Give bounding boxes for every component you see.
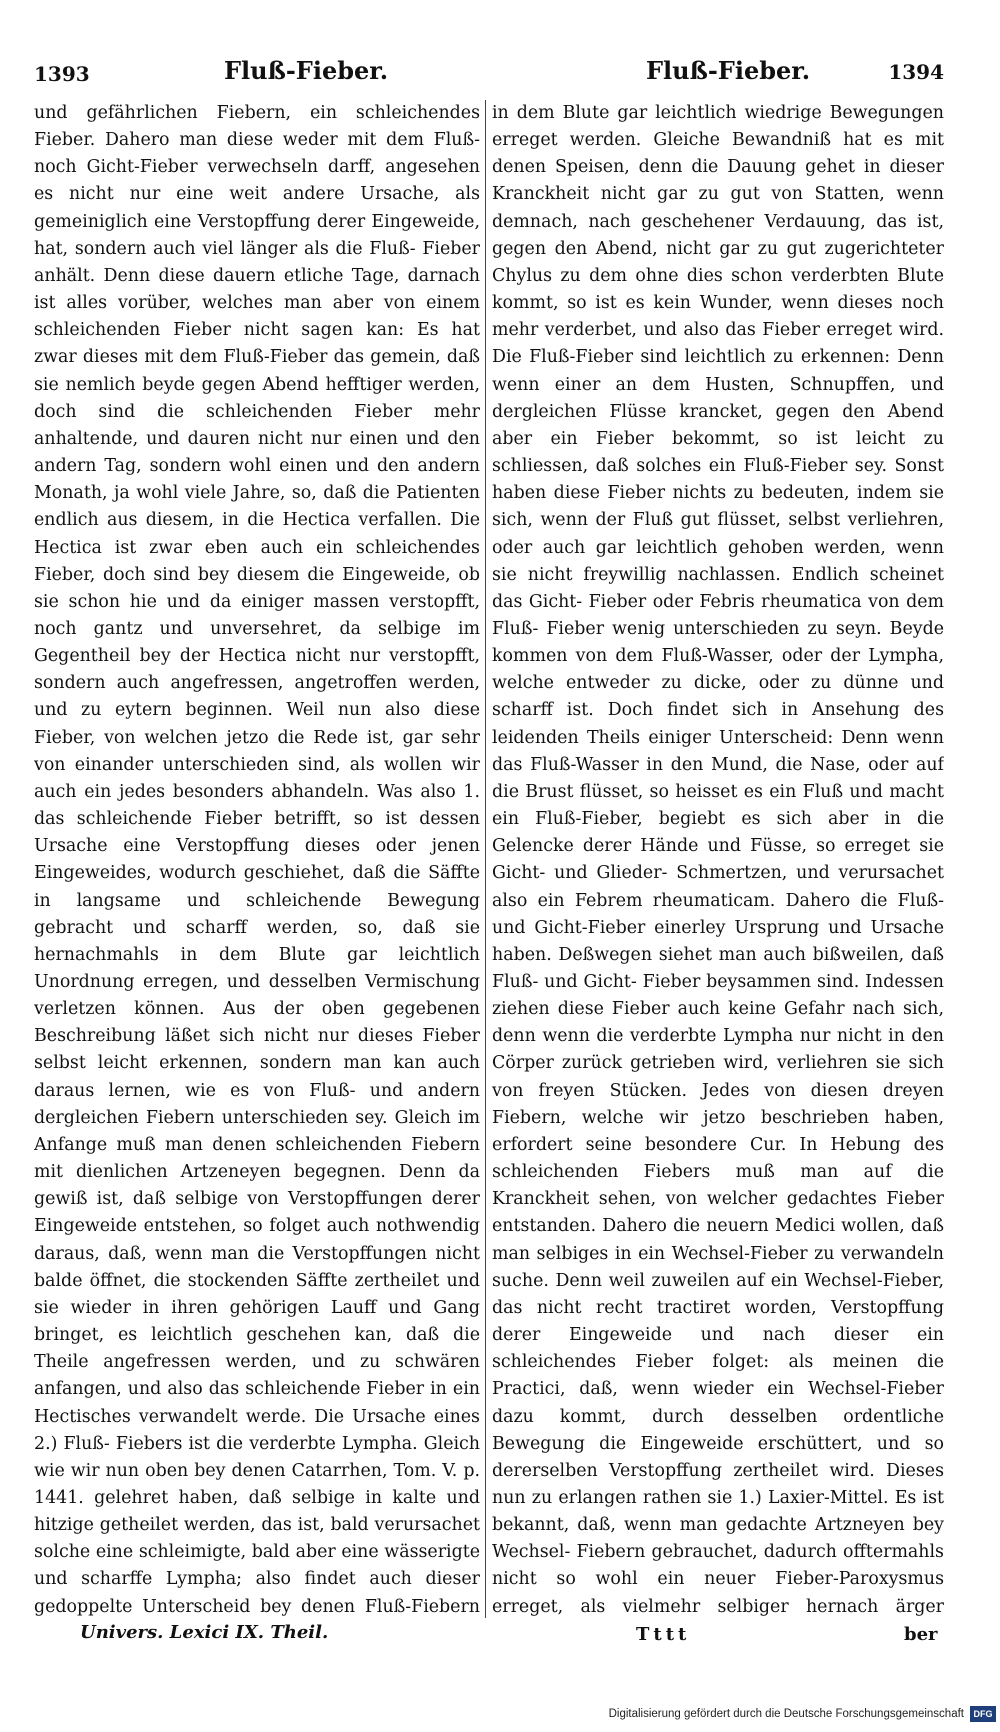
signature-mark: Tttt	[636, 1624, 691, 1645]
page-number-left: 1393	[34, 62, 90, 86]
digitization-credit: Digitalisierung gefördert durch die Deutsche Forschungsgemeinschaft	[608, 1708, 964, 1720]
printer-signature: Univers. Lexici IX. Theil.	[80, 1622, 329, 1643]
running-title-left: Fluß-Fieber.	[224, 56, 389, 85]
body-text-left: und gefährlichen Fiebern, ein schleichendes Fieber. Dahero man diese weder mit dem Fluß- noch Gicht-Fieber verwechseln darff, angesehen es nicht nur eine weit andere Ursache, als gemeiniglich eine Verstopffung derer Eingeweide, hat, sondern auch viel länger als die Fluß- Fieber anhält. Denn diese dauern etliche Tage, darnach ist alles vorüber, welches man aber von einem schleichenden Fieber nicht sagen kan: Es hat zwar dieses mit dem Fluß-Fieber das gemein, daß sie nemlich beyde gegen Abend hefftiger werden, doch sind die schleichenden Fieber mehr anhaltende, und dauren nicht nur einen und den andern Tag, sondern wohl einen und den andern Monath, ja wohl viele Jahre, so, daß die Patienten endlich aus diesem, in die Hectica verfallen. Die Hectica ist zwar eben auch ein schleichendes Fieber, doch sind bey diesem die Eingeweide, ob sie schon hie und da einiger massen verstopfft, noch gantz und unversehret, da selbige im Gegentheil bey der Hectica nicht nur verstopfft, sondern auch angefressen, angetroffen werden, und zu eytern beginnen. Weil nun also diese Fieber, von welchen jetzo die Rede ist, gar sehr von einander unterschieden sind, als wollen wir auch ein jedes besonders abhandeln. Was also 1. das schleichende Fieber betrifft, so ist dessen Ursache eine Verstopffung dieses oder jenen Eingeweides, wodurch geschiehet, daß die Säffte in langsame und schleichende Bewegung gebracht und scharff werden, so, daß sie hernachmahls in dem Blute gar leichtlich Unordnung erregen, und desselben Vermischung verletzen können. Aus der oben gegebenen Beschreibung läßet sich nicht nur dieses Fieber selbst leicht erkennen, sondern man kan auch daraus lernen, wie es von Fluß- und andern dergleichen Fiebern unterschieden sey. Gleich im Anfange muß man denen schleichenden Fiebern mit dienlichen Artzeneyen begegnen. Denn da gewiß ist, daß selbige von Verstopffungen derer Eingeweide entstehen, so folget auch nothwendig daraus, daß, wenn man die Verstopffungen nicht balde öffnet, die stockenden Säffte zertheilet und sie wieder in ihren gehörigen Lauff und Gang bringet, es leichtlich geschehen kan, daß die Theile angefressen werden, und zu schwären anfangen, und also das schleichende Fieber in ein Hectisches verwandelt werde. Die Ursache eines 2.) Fluß- Fiebers ist die verderbte Lympha. Gleich wie wir nun oben bey denen Catarrhen, Tom. V. p. 1441. gelehret haben, daß selbige in kalte und hitzige getheilet werden, das ist, bald verursachet solche eine schleimigte, bald aber eine wässerigte und scharffe Lympha; also findet auch dieser gedoppelte Unterscheid bey denen Fluß-Fiebern	[34, 103, 480, 1617]
running-title-right: Fluß-Fieber.	[646, 56, 811, 85]
text-column-left	[34, 100, 480, 1620]
body-text-right: in dem Blute gar leichtlich wiedrige Bewegungen erreget werden. Gleiche Bewandniß hat es mit denen Speisen, denn die Dauung gehet in dieser Kranckheit nicht gar zu gut von Statten, wenn demnach, nach geschehener Verdauung, das ist, gegen den Abend, nicht gar zu gut zugerichteter Chylus zu dem ohne dies schon verderbten Blute kommt, so ist es kein Wunder, wenn dieses noch mehr verderbet, und also das Fieber erreget wird. Die Fluß-Fieber sind leichtlich zu erkennen: Denn wenn einer an dem Husten, Schnupffen, und dergleichen Flüsse krancket, gegen den Abend aber ein Fieber bekommt, so ist leicht zu schliessen, daß solches ein Fluß-Fieber sey. Sonst haben diese Fieber nichts zu bedeuten, indem sie sich, wenn der Fluß gut flüsset, selbst verliehren, oder auch gar leichtlich gehoben werden, wenn sie nicht freywillig nachlassen. Endlich scheinet das Gicht- Fieber oder Febris rheumatica von dem Fluß- Fieber wenig unterschieden zu seyn. Beyde kommen von dem Fluß-Wasser, oder der Lympha, welche entweder zu dicke, oder zu dünne und scharff ist. Doch findet sich in Ansehung des leidenden Theils einiger Unterscheid: Denn wenn das Fluß-Wasser in den Mund, die Nase, oder auf die Brust flüsset, so heisset es ein Fluß und macht ein Fluß-Fieber, begiebt es sich aber in die Gelencke derer Hände und Füsse, so erreget sie Gicht- und Glieder- Schmertzen, und verursachet also ein Febrem rheumaticam. Dahero die Fluß- und Gicht-Fieber einerley Ursprung und Ursache haben. Deßwegen siehet man auch bißweilen, daß Fluß- und Gicht- Fieber beysammen sind. Indessen ziehen diese Fieber auch keine Gefahr nach sich, denn wenn die verderbte Lympha nur nicht in den Cörper zurück getrieben wird, verliehren sie sich von freyen Stücken. Jedes von diesen dreyen Fiebern, welche wir jetzo beschrieben haben, erfordert seine besondere Cur. In Hebung des schleichenden Fiebers muß man auf die Kranckheit sehen, von welcher gedachtes Fieber entstanden. Dahero die neuern Medici wollen, daß man selbiges in ein Wechsel-Fieber zu verwandeln suche. Denn weil zuweilen auf ein Wechsel-Fieber, das nicht recht tractiret worden, Verstopffung derer Eingeweide und nach dieser ein schleichendes Fieber folget: als meinen die Practici, daß, wenn wieder ein Wechsel-Fieber dazu kommt, durch desselben ordentliche Bewegung die Eingeweide erschüttert, und so dererselben Verstopffung zertheilet wird. Dieses nun zu erlangen rathen sie 1.) Laxier-Mittel. Es ist bekannt, daß, wenn man gedachte Artzneyen bey Wechsel- Fiebern gebrauchet, dadurch offtermahls nicht so wohl ein neuer Fieber-Paroxysmus erreget, als vielmehr selbiger hernach ärger	[492, 103, 944, 1617]
page-number-right: 1394	[888, 60, 944, 84]
catchword: ber	[904, 1624, 938, 1645]
text-column-right	[492, 100, 944, 1620]
dfg-logo: DFG	[970, 1706, 996, 1722]
column-divider	[485, 100, 486, 1618]
running-header	[34, 52, 944, 92]
